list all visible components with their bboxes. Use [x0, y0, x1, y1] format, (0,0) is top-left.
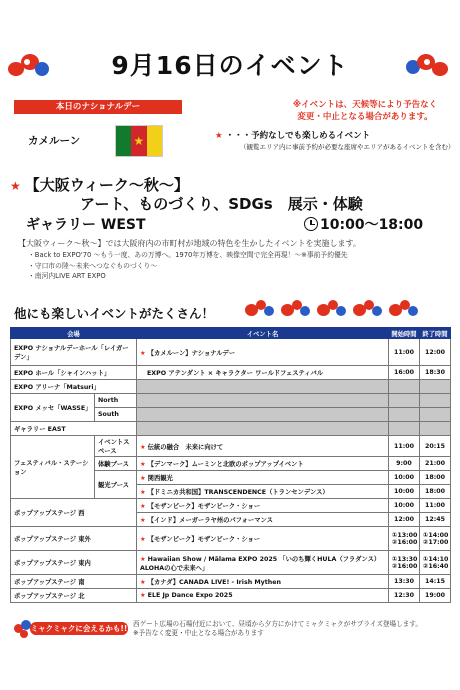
table-row — [11, 436, 451, 457]
subvenue-cell: 体験ブース — [95, 457, 137, 471]
subvenue-cell: 観光ブース — [95, 471, 137, 499]
column-header-end: 終了時間 — [420, 328, 451, 339]
featured-item: ・南河内LIVE ART EXPO — [28, 272, 106, 280]
venue-cell: EXPO アリーナ「Matsuri」 — [11, 380, 137, 394]
event-cell: ★ 【モザンビーク】モザンビーク・ショー — [137, 499, 389, 513]
event-cell: EXPO アテンダント × キャラクター ワールドフェスティバル — [137, 366, 389, 380]
footer-text — [133, 620, 422, 638]
notice-line-2: 変更・中止となる場合があります。 — [297, 112, 433, 122]
footer-line-1: 西ゲート広場の石場付近において、昼頃から夕方にかけてミャクミャクがサプライズ登場します。 — [133, 620, 422, 628]
venue-cell: フェスティバル・ステーション — [11, 436, 95, 499]
event-cell: ★ ELE Jp Dance Expo 2025 — [137, 589, 389, 603]
start-cell: 12:30 — [389, 589, 420, 603]
event-cell: ★ 関西観光 — [137, 471, 389, 485]
venue-cell: ポップアップステージ 東内 — [11, 551, 137, 575]
venue-cell: ポップアップステージ 北 — [11, 589, 137, 603]
subvenue-cell: North — [95, 394, 137, 408]
event-cell: ★ 【カナダ】CANADA LIVE! - Irish Mythen — [137, 575, 389, 589]
table-row — [11, 527, 451, 551]
featured-description — [18, 238, 361, 282]
end-cell: 21:00 — [420, 457, 451, 471]
venue-cell: EXPO ホール「シャインハット」 — [11, 366, 137, 380]
footer-line-2: ※予告なく変更・中止となる場合があります — [133, 629, 264, 637]
end-cell: 20:15 — [420, 436, 451, 457]
end-cell: 18:00 — [420, 471, 451, 485]
others-heading: 他にも楽しいイベントがたくさん！ — [14, 306, 215, 321]
featured-description-text: 【大阪ウィーク～秋～】では大阪府内の市町村が地域の特色を生かしたイベントを実施します。 — [18, 239, 361, 248]
end-cell: 18:30 — [420, 366, 451, 380]
start-cell: 10:00 — [389, 499, 420, 513]
start-cell: 11:00 — [389, 436, 420, 457]
featured-item: ・守口市の陸～未来へつなぐものづくり～ — [28, 261, 158, 270]
national-day-label: 本日のナショナルデー — [14, 100, 182, 114]
end-cell: 12:00 — [420, 339, 451, 366]
table-row — [11, 394, 451, 408]
table-row — [11, 589, 451, 603]
venue-cell: ポップアップステージ 南 — [11, 575, 137, 589]
subvenue-cell: イベントスペース — [95, 436, 137, 457]
start-cell: 10:00 — [389, 471, 420, 485]
reservation-legend — [215, 129, 370, 141]
venue-cell: EXPO メッセ「WASSE」 — [11, 394, 95, 422]
featured-subtitle: アート、ものづくり、SDGs 展示・体験 — [80, 195, 363, 213]
featured-title — [10, 174, 189, 195]
column-header-venue: 会場 — [11, 328, 137, 339]
event-cell: ★ 【モザンビーク】モザンビーク・ショー — [137, 527, 389, 551]
legend-text: ・・・予約なしでも楽しめるイベント — [225, 131, 371, 141]
start-cell: ①13:00 ②16:00 — [389, 527, 420, 551]
event-cell: ★ 【カメルーン】ナショナルデー — [137, 339, 389, 366]
end-cell: 12:45 — [420, 513, 451, 527]
start-cell: ①13:30 ②16:00 — [389, 551, 420, 575]
featured-title-text: 【大阪ウィーク～秋～】 — [24, 176, 189, 194]
start-cell: 12:00 — [389, 513, 420, 527]
table-row — [11, 422, 451, 436]
start-cell: 10:00 — [389, 485, 420, 499]
table-row — [11, 499, 451, 513]
start-cell: 9:00 — [389, 457, 420, 471]
cameroon-flag-icon: ★ — [115, 125, 163, 157]
start-cell: 13:30 — [389, 575, 420, 589]
end-cell: ①14:00 ②17:00 — [420, 527, 451, 551]
table-row — [11, 575, 451, 589]
legend-note: （観覧エリア内に事前予約が必要な座席やエリアがあるイベントを含む） — [240, 143, 455, 151]
notice — [270, 99, 460, 123]
table-header-row — [11, 328, 451, 339]
event-cell: ★ 伝統の融合 未来に向けて — [137, 436, 389, 457]
event-cell: ★ 【インド】メーガーラヤ州のパフォーマンス — [137, 513, 389, 527]
end-cell: 14:15 — [420, 575, 451, 589]
events-table — [10, 327, 451, 603]
column-header-start: 開始時間 — [389, 328, 420, 339]
myakumyaku-badge: ミャクミャクに会えるかも!! — [30, 624, 128, 633]
event-cell: ★ 【デンマーク】ムーミンと北欧のポップアップイベント — [137, 457, 389, 471]
start-cell: 16:00 — [389, 366, 420, 380]
table-row — [11, 339, 451, 366]
venue-cell: ギャラリー EAST — [11, 422, 137, 436]
table-row — [11, 366, 451, 380]
legend-star-icon: ★ — [215, 131, 223, 141]
end-cell: 19:00 — [420, 589, 451, 603]
end-cell: 11:00 — [420, 499, 451, 513]
decorative-dots-icon — [245, 300, 419, 318]
featured-venue: ギャラリー WEST — [26, 217, 146, 233]
start-cell: 11:00 — [389, 339, 420, 366]
column-header-event: イベント名 — [137, 328, 389, 339]
venue-cell: EXPO ナショナルデーホール「レイガーデン」 — [11, 339, 137, 366]
featured-star-icon: ★ — [10, 179, 21, 193]
venue-cell: ポップアップステージ 東外 — [11, 527, 137, 551]
page-title: 9月16日のイベント — [111, 51, 349, 80]
subvenue-cell: South — [95, 408, 137, 422]
table-row — [11, 551, 451, 575]
featured-item: ・Back to EXPO'70 ～もう一度、あの万博へ。1970年万博を、映像空間で完全再現！～※事前予約優先 — [28, 251, 348, 259]
clock-icon — [304, 217, 318, 231]
national-day-country: カメルーン — [28, 135, 81, 147]
event-cell: ★ 【ドミニカ共和国】TRANSCENDENCE（トランセンデンス） — [137, 485, 389, 499]
venue-cell: ポップアップステージ 西 — [11, 499, 137, 527]
notice-line-1: ※イベントは、天候等により予告なく — [292, 100, 438, 110]
end-cell: 18:00 — [420, 485, 451, 499]
event-cell: ★ Hawaiian Show / Mālama EXPO 2025 「いのち輝くHULA（フラダンス）ALOHAの心で未来へ」 — [137, 551, 389, 575]
table-row — [11, 380, 451, 394]
end-cell: ①14:10 ②16:40 — [420, 551, 451, 575]
featured-time: 10:00～18:00 — [320, 217, 424, 233]
